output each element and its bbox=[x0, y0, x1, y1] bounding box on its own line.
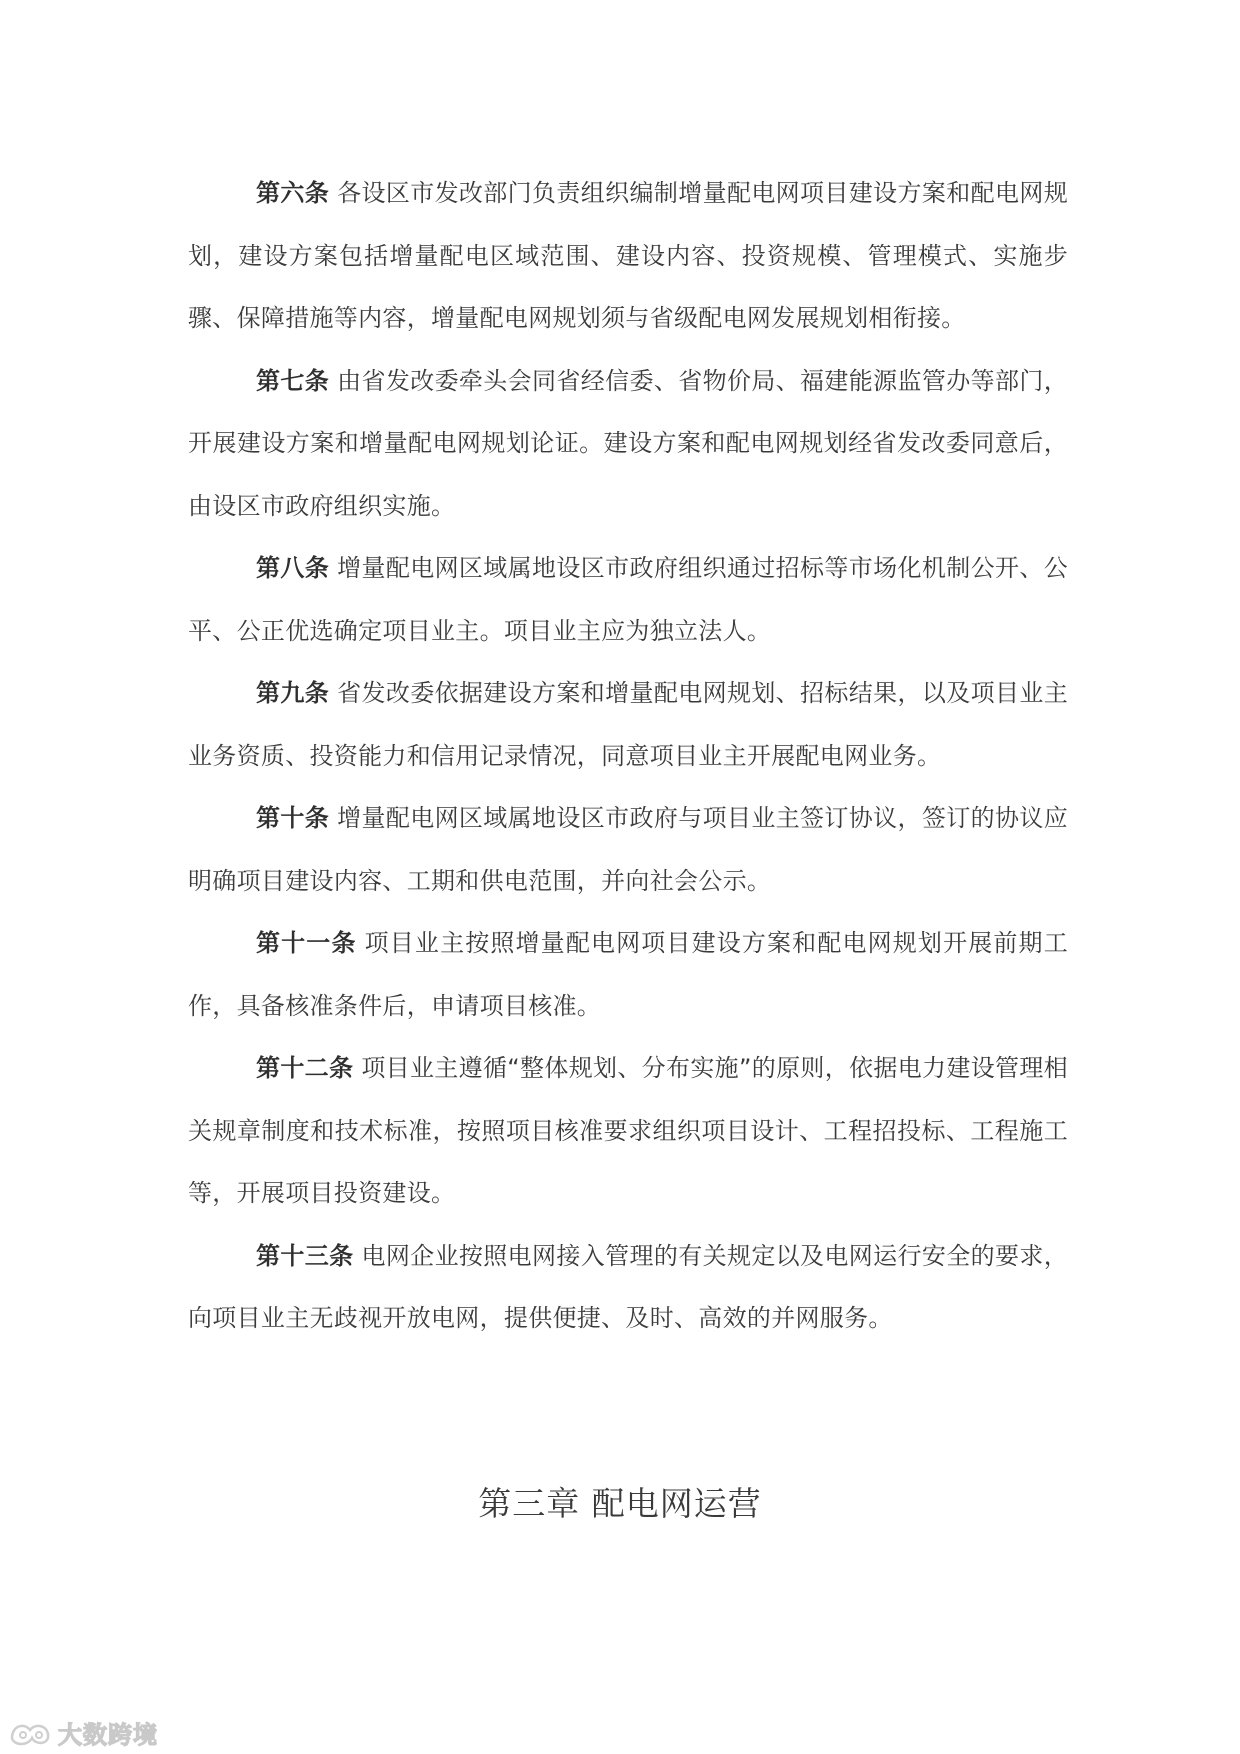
article-label: 第十三条 bbox=[256, 1241, 354, 1270]
article-text: 各设区市发改部门负责组织编制增量配电网项目建设方案和配电网规划，建设方案包括增量配电区域范围、建设内容、投资规模、管理模式、实施步骤、保障措施等内容，增量配电网规划须与省级配电网发展规划相衔接。 bbox=[188, 179, 1069, 332]
article-7 bbox=[188, 350, 1068, 538]
article-label: 第十条 bbox=[256, 804, 330, 832]
article-text: 电网企业按照电网接入管理的有关规定以及电网运行安全的要求，向项目业主无歧视开放电网，提供便捷、及时、高效的并网服务。 bbox=[188, 1241, 1068, 1332]
article-text: 增量配电网区域属地设区市政府组织通过招标等市场化机制公开、公平、公正优选确定项目业主。项目业主应为独立法人。 bbox=[188, 554, 1069, 645]
article-9 bbox=[188, 662, 1068, 787]
article-label: 第六条 bbox=[256, 179, 330, 207]
article-label: 第九条 bbox=[256, 679, 330, 707]
article-label: 第十一条 bbox=[256, 929, 357, 957]
watermark-text: 大数跨境 bbox=[58, 1721, 158, 1749]
article-text: 由省发改委牵头会同省经信委、省物价局、福建能源监管办等部门，开展建设方案和增量配电网规划论证。建设方案和配电网规划经省发改委同意后，由设区市政府组织实施。 bbox=[188, 366, 1069, 520]
article-label: 第八条 bbox=[256, 554, 330, 582]
article-12 bbox=[188, 1037, 1068, 1225]
article-label: 第十二条 bbox=[256, 1054, 354, 1082]
article-6 bbox=[188, 162, 1068, 350]
article-text: 项目业主遵循“整体规划、分布实施”的原则，依据电力建设管理相关规章制度和技术标准，按照项目核准要求组织项目设计、工程招投标、工程施工等，开展项目投资建设。 bbox=[188, 1054, 1068, 1207]
article-10 bbox=[188, 787, 1068, 912]
article-text: 省发改委依据建设方案和增量配电网规划、招标结果，以及项目业主业务资质、投资能力和信用记录情况，同意项目业主开展配电网业务。 bbox=[188, 679, 1069, 770]
article-list bbox=[188, 162, 1068, 1350]
article-text: 增量配电网区域属地设区市政府与项目业主签订协议，签订的协议应明确项目建设内容、工期和供电范围，并向社会公示。 bbox=[188, 804, 1069, 895]
article-text: 项目业主按照增量配电网项目建设方案和配电网规划开展前期工作，具备核准条件后，申请项目核准。 bbox=[188, 929, 1068, 1020]
chapter-title: 第三章 配电网运营 bbox=[478, 1484, 762, 1523]
article-13 bbox=[188, 1225, 1068, 1350]
article-11 bbox=[188, 912, 1068, 1037]
watermark-logo-icon bbox=[8, 1718, 52, 1748]
article-8 bbox=[188, 537, 1068, 662]
watermark bbox=[8, 1715, 158, 1750]
article-label: 第七条 bbox=[256, 366, 330, 395]
